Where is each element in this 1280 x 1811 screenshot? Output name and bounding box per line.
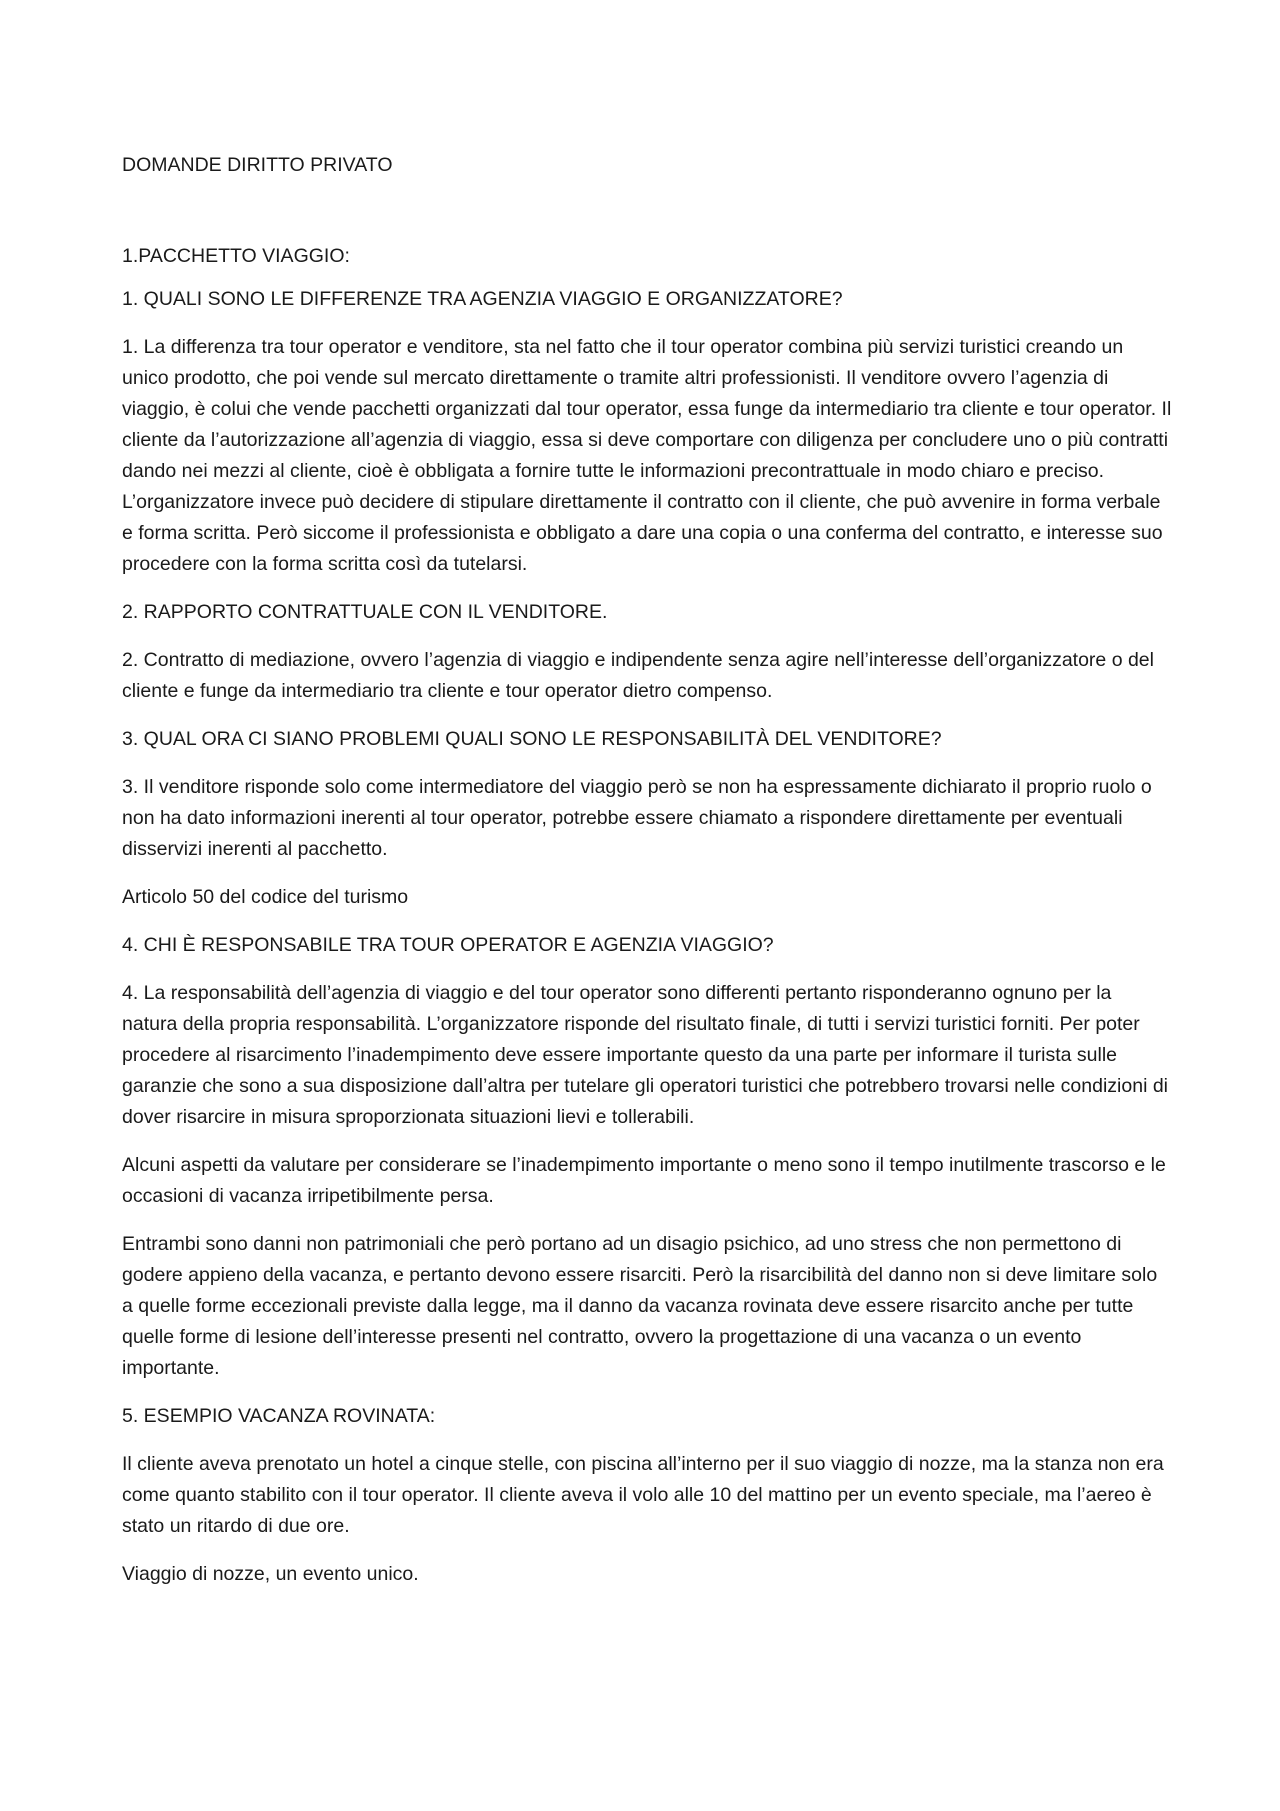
answer-4: 4. La responsabilità dell’agenzia di viaggio e del tour operator sono differenti pertanto risponderanno ognuno per la natura della propria responsabilità. L’organizzatore risponde del risultato finale, di tutti i servizi turistici forniti. Per poter procedere al risarcimento l’inadempimento deve essere importante questo da una parte per informare il turista sulle garanzie che sono a sua disposizione dall’altra per tutelare gli operatori turistici che potrebbero trovarsi nelle condizioni di dover risarcire in misura sproporzionata situazioni lievi e tollerabili. (122, 982, 1169, 1128)
document-body (122, 150, 1172, 1590)
answer-4-aspects: Alcuni aspetti da valutare per considerare se l’inadempimento importante o meno sono il tempo inutilmente trascorso e le occasioni di vacanza irripetibilmente persa. (122, 1154, 1166, 1207)
answer-4-damages: Entrambi sono danni non patrimoniali che però portano ad un disagio psichico, ad uno stress che non permettono di godere appieno della vacanza, e pertanto devono essere risarciti. Però la risarcibilità del danno non si deve limitare solo a quelle forme eccezionali previste dalla legge, ma il danno da vacanza rovinata deve essere risarcito anche per tutte quelle forme di lesione dell’interesse presenti nel contratto, ovvero la progettazione di una vacanza o un evento importante. (122, 1233, 1158, 1379)
answer-2: 2. Contratto di mediazione, ovvero l’agenzia di viaggio e indipendente senza agire nell’interesse dell’organizzatore o del cliente e funge da intermediario tra cliente e tour operator dietro compenso. (122, 649, 1154, 702)
answer-1: 1. La differenza tra tour operator e venditore, sta nel fatto che il tour operator combina più servizi turistici creando un unico prodotto, che poi vende sul mercato direttamente o tramite altri professionisti. Il venditore ovvero l’agenzia di viaggio, è colui che vende pacchetti organizzati dal tour operator, essa funge da intermediario tra cliente e tour operator. Il cliente da l’autorizzazione all’agenzia di viaggio, essa si deve comportare con diligenza per concludere uno o più contratti dando nei mezzi al cliente, cioè è obbligata a fornire tutte le informazioni precontrattuale in modo chiaro e preciso. L’organizzatore invece può decidere di stipulare direttamente il contratto con il cliente, che può avvenire in forma verbale e forma scritta. Però siccome il professionista e obbligato a dare una copia o una conferma del contratto, e interesse suo procedere con la forma scritta così da tutelarsi. (122, 336, 1172, 575)
question-5: 5. ESEMPIO VACANZA ROVINATA: (122, 1405, 436, 1427)
question-1: 1. QUALI SONO LE DIFFERENZE TRA AGENZIA VIAGGIO E ORGANIZZATORE? (122, 288, 843, 310)
document-title: DOMANDE DIRITTO PRIVATO (122, 154, 393, 176)
question-4: 4. CHI È RESPONSABILE TRA TOUR OPERATOR E AGENZIA VIAGGIO? (122, 934, 774, 956)
answer-5-note: Viaggio di nozze, un evento unico. (122, 1563, 419, 1585)
answer-3: 3. Il venditore risponde solo come intermediatore del viaggio però se non ha espressamente dichiarato il proprio ruolo o non ha dato informazioni inerenti al tour operator, potrebbe essere chiamato a rispondere direttamente per eventuali disservizi inerenti al pacchetto. (122, 776, 1152, 860)
answer-5: Il cliente aveva prenotato un hotel a cinque stelle, con piscina all’interno per il suo viaggio di nozze, ma la stanza non era come quanto stabilito con il tour operator. Il cliente aveva il volo alle 10 del mattino per un evento speciale, ma l’aereo è stato un ritardo di due ore. (122, 1453, 1164, 1537)
question-3: 3. QUAL ORA CI SIANO PROBLEMI QUALI SONO LE RESPONSABILITÀ DEL VENDITORE? (122, 728, 942, 750)
article-reference: Articolo 50 del codice del turismo (122, 886, 409, 908)
section-title: 1.PACCHETTO VIAGGIO: (122, 245, 350, 267)
question-2: 2. RAPPORTO CONTRATTUALE CON IL VENDITORE. (122, 601, 608, 623)
